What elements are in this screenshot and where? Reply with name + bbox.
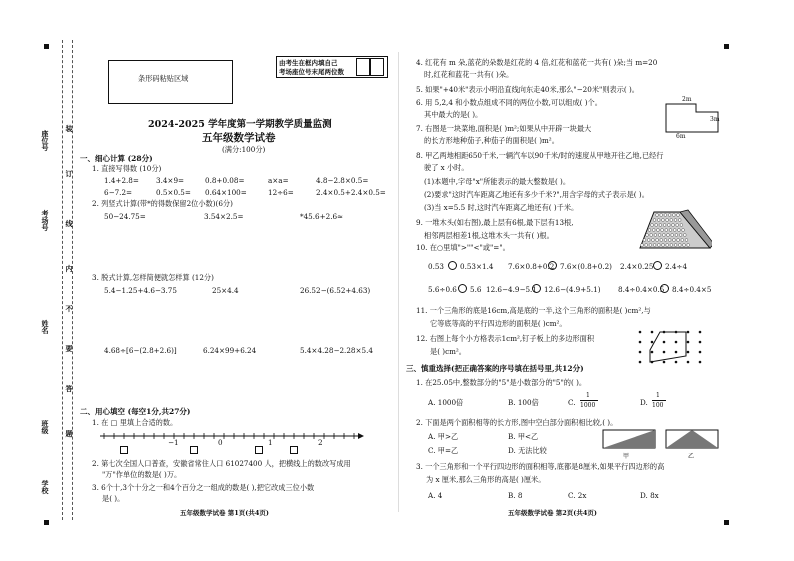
- log-end: [661, 229, 664, 232]
- figure-label-jia: 甲: [623, 453, 630, 460]
- log-end: [681, 239, 684, 242]
- log-end: [658, 234, 661, 237]
- part1-sub1: 1. 直接写得数 (10分): [92, 164, 162, 173]
- calc-item: 12÷6=: [268, 188, 294, 197]
- fill-q8-part3: (3)当 x=5.5 时,这时汽车距离乙地还有( )千米。: [424, 203, 579, 212]
- compare-right: 8.4÷0.4×5: [672, 285, 712, 294]
- fraction-bar: [580, 400, 598, 401]
- seat-notice-line1: 由考生在框内填自己: [279, 59, 338, 67]
- tick-label: 1: [268, 438, 273, 447]
- compare-left: 0.53: [428, 262, 445, 271]
- expr-item: 4.68÷[6−(2.8+2.6)]: [104, 346, 177, 355]
- room-number-label: 考场号: [41, 210, 50, 231]
- fill-q8-line1: 8. 甲乙两地相距650千米,一辆汽车以90千米/时的速度从甲地开往乙地,已经行: [416, 151, 664, 160]
- choice-q3-opt-b[interactable]: B. 8: [508, 491, 523, 500]
- choice-q3-opt-d[interactable]: D. 8x: [640, 491, 659, 500]
- choice-q2-opt-d[interactable]: D. 无法比较: [508, 446, 547, 455]
- barcode-label: 条形码粘贴区域: [138, 74, 189, 83]
- compare-circle[interactable]: [448, 261, 457, 270]
- peg-dot: [651, 331, 654, 334]
- choice-q1-opt-d[interactable]: D.: [640, 398, 648, 407]
- part2-heading: 二、用心填空 (每空1分,共27分): [80, 407, 191, 416]
- log-end: [678, 229, 681, 232]
- fill-q4-line1: 4. 红花有 m 朵,蓝花的朵数是红花的 4 倍,红花和蓝花一共有( )朵;当 m=20: [416, 58, 658, 67]
- log-end: [664, 239, 667, 242]
- tick-label: 0: [218, 438, 223, 447]
- fill-q8-part2: (2)要求"这时汽车距离乙地还有多少千米?",用含字母的式子表示是( )。: [424, 190, 649, 199]
- calc-item: 0.64×100=: [205, 188, 247, 197]
- fill-q6-line1: 6. 用 5,2,4 和小数点组成不同的两位小数,可以组成( )个。: [416, 98, 602, 107]
- fill-q6-line2: 其中最大的是( )。: [424, 110, 483, 119]
- calc-item: 2.4×0.5+2.4×0.5=: [316, 188, 386, 197]
- fill-q9-line2: 相邻两层相差1根,这堆木头一共有( )根。: [424, 231, 554, 240]
- peg-dot: [675, 361, 678, 364]
- page-divider: [398, 52, 399, 512]
- fill-q11-line1: 11. 一个三角形的底是16cm,高是底的一半,这个三角形的面积是( )cm²,与: [416, 306, 651, 315]
- vertical-calc-item: 3.54×2.5=: [204, 212, 244, 221]
- fill-q7-line1: 7. 右图是一块菜地,面积是( )m²;如果从中开辟一块最大: [416, 124, 592, 133]
- binding-strip: [28, 40, 80, 520]
- log-end: [687, 244, 690, 247]
- peg-dot: [639, 341, 642, 344]
- log-end: [657, 219, 660, 222]
- fraction-numerator: 1: [586, 392, 590, 399]
- log-end: [668, 214, 671, 217]
- log-end: [655, 224, 658, 227]
- calc-item: a×a=: [268, 176, 289, 185]
- seat-digit-box[interactable]: [356, 58, 370, 76]
- fig7-label: 2m: [682, 96, 692, 103]
- compare-circle[interactable]: [548, 261, 557, 270]
- log-end: [641, 244, 644, 247]
- compare-left: 8.4÷0.4×0.5: [618, 285, 665, 294]
- log-end: [671, 234, 674, 237]
- calc-item: 4.8−2.8×0.5=: [316, 176, 369, 185]
- log-end: [662, 234, 665, 237]
- fill-q8-part1: (1)本题中,字母"x"所能表示的最大整数是( )。: [424, 177, 571, 186]
- seal-char: 内: [65, 265, 74, 272]
- log-end: [653, 219, 656, 222]
- peg-dot: [675, 341, 678, 344]
- log-end: [675, 234, 678, 237]
- peg-dot: [687, 341, 690, 344]
- answer-box[interactable]: [190, 446, 198, 454]
- choice-q3-line1: 3. 一个三角形和一个平行四边形的面积相等,底都是8厘米,如果平行四边形的高: [416, 462, 665, 471]
- part1-sub2: 2. 列竖式计算(带*的得数保留2位小数)(6分): [92, 199, 233, 208]
- fill-q3-line2: 是( )。: [102, 494, 125, 503]
- seat-notice-line2: 考场座位号末尾两位数: [279, 68, 344, 76]
- log-end: [677, 239, 680, 242]
- compare-right: 7.6×(0.8+0.2): [560, 262, 612, 271]
- peg-dot: [687, 361, 690, 364]
- fill-q10: 10. 在○里填">""<"或"="。: [416, 243, 510, 252]
- fraction-denominator: 100: [652, 402, 664, 409]
- class-label: 班级: [41, 420, 50, 434]
- seal-char: 线: [65, 220, 74, 227]
- log-end: [657, 244, 660, 247]
- fill-q11-line2: 它等底等高的平行四边形的面积是( )cm²。: [430, 319, 567, 328]
- fig7-label: 6m: [676, 133, 686, 140]
- peg-dot: [639, 331, 642, 334]
- page2-footer: 五年级数学试卷 第2页(共4页): [508, 509, 597, 517]
- calc-item: 6−7.2=: [104, 188, 133, 197]
- choice-q1-opt-a[interactable]: A. 1000倍: [428, 398, 464, 407]
- expr-item: 26.52−(6.52+4.63): [300, 286, 371, 295]
- peg-dot: [699, 331, 702, 334]
- answer-box[interactable]: [290, 446, 298, 454]
- log-end: [659, 224, 662, 227]
- log-end: [685, 239, 688, 242]
- log-end: [652, 239, 655, 242]
- compare-left: 12.6−4.9−5.1: [486, 285, 537, 294]
- log-end: [669, 229, 672, 232]
- log-end: [683, 244, 686, 247]
- fraction-denominator: 1000: [580, 402, 596, 409]
- fill-q12-line1: 12. 右图上每个小方格表示1cm²,钉子板上的多边形面积: [416, 334, 595, 343]
- fill-q4-line2: 时,红花和蓝花一共有( )朵。: [424, 70, 514, 79]
- corner-mark: [44, 520, 49, 525]
- log-end: [670, 244, 673, 247]
- calc-item: 3.4×9=: [156, 176, 185, 185]
- calc-item: 0.8+0.08=: [205, 176, 245, 185]
- fill-q2-line2: "万"作单位的数是( )万。: [102, 470, 182, 479]
- fraction-bar: [652, 400, 666, 401]
- log-end: [652, 229, 655, 232]
- number-line: [96, 428, 368, 456]
- peg-dot: [639, 351, 642, 354]
- log-pile-figure: [636, 208, 712, 252]
- log-end: [678, 219, 681, 222]
- answer-box[interactable]: [120, 446, 128, 454]
- choice-q2-opt-c[interactable]: C. 甲=乙: [428, 446, 459, 455]
- peg-dot: [639, 361, 642, 364]
- expr-item: 5.4×4.28−2.28×5.4: [300, 346, 373, 355]
- part1-heading: 一、细心计算 (28分): [80, 154, 153, 163]
- log-end: [647, 239, 650, 242]
- fill-q7-line2: 的长方形地种茄子,种茄子的面积是( )m²。: [424, 136, 559, 145]
- compare-circle[interactable]: [532, 284, 541, 293]
- log-end: [674, 219, 677, 222]
- school-label: 学校: [41, 480, 50, 494]
- log-end: [656, 214, 659, 217]
- exam-title: 五年级数学试卷: [202, 132, 276, 144]
- compare-right: 5.6: [470, 285, 482, 294]
- log-end: [648, 229, 651, 232]
- log-end: [660, 214, 663, 217]
- log-end: [679, 234, 682, 237]
- expr-item: 6.24×99+6.24: [203, 346, 257, 355]
- corner-mark: [724, 44, 729, 49]
- fraction-numerator: 1: [656, 392, 660, 399]
- peg-dot: [651, 341, 654, 344]
- seal-char: 订: [65, 170, 74, 177]
- log-end: [664, 214, 667, 217]
- calc-item: 1.4+2.8=: [104, 176, 139, 185]
- fill-q1: 1. 在 □ 里填上合适的数。: [92, 418, 178, 427]
- peg-dot: [687, 351, 690, 354]
- peg-dot: [699, 351, 702, 354]
- compare-circle[interactable]: [660, 284, 669, 293]
- compare-right: 12.6−(4.9+5.1): [544, 285, 601, 294]
- log-end: [662, 244, 665, 247]
- log-end: [673, 229, 676, 232]
- log-end: [646, 234, 649, 237]
- peg-dot: [663, 351, 666, 354]
- log-end: [654, 234, 657, 237]
- log-end: [660, 239, 663, 242]
- log-end: [682, 229, 685, 232]
- tick-label: 2: [318, 438, 323, 447]
- choice-q3-opt-c[interactable]: C. 2x: [568, 491, 587, 500]
- log-end: [673, 239, 676, 242]
- log-end: [677, 214, 680, 217]
- expr-item: 25×4.4: [212, 286, 239, 295]
- compare-left: 2.4×0.25: [620, 262, 654, 271]
- log-end: [670, 219, 673, 222]
- choice-q3-opt-a[interactable]: A. 4: [428, 491, 443, 500]
- choice-q2: 2. 下面是两个面积相等的长方形,图中空白部分面积相比较,( )。: [416, 418, 618, 427]
- log-end: [643, 239, 646, 242]
- seal-char: 题: [65, 430, 74, 437]
- log-end: [651, 224, 654, 227]
- choice-q2-opt-a[interactable]: A. 甲>乙: [428, 432, 459, 441]
- log-end: [665, 229, 668, 232]
- log-end: [668, 239, 671, 242]
- calc-item: 0.5×0.5=: [156, 188, 191, 197]
- peg-dot: [663, 361, 666, 364]
- log-end: [672, 224, 675, 227]
- log-end: [672, 214, 675, 217]
- fill-q8-line2: 驶了 x 小时。: [424, 163, 469, 172]
- peg-dot: [699, 361, 702, 364]
- log-end: [662, 219, 665, 222]
- log-end: [657, 229, 660, 232]
- choice-q3-line2: 为 x 厘米,那么三角形的高是( )厘米。: [426, 475, 546, 484]
- log-end: [666, 244, 669, 247]
- compare-right: 2.4÷4: [665, 262, 688, 271]
- peg-dot: [687, 331, 690, 334]
- log-end: [645, 244, 648, 247]
- figure-label-yi: 乙: [688, 453, 695, 460]
- pegboard-figure: [636, 326, 712, 370]
- log-end: [650, 234, 653, 237]
- choice-q2-opt-b[interactable]: B. 甲<乙: [508, 432, 539, 441]
- page1-footer: 五年级数学试卷 第1页(共4页): [180, 509, 269, 517]
- fill-q5: 5. 如果"+40米"表示小明沿直线向东走40米,那么"−20米"则表示( )。: [416, 85, 639, 94]
- seal-char: 装: [65, 125, 74, 132]
- log-end: [678, 244, 681, 247]
- peg-dot: [651, 351, 654, 354]
- log-end: [656, 239, 659, 242]
- log-end: [676, 224, 679, 227]
- exam-title-year: 2024-2025 学年度第一学期教学质量监测: [148, 119, 332, 130]
- log-end: [667, 224, 670, 227]
- full-score: (满分:100分): [222, 145, 266, 154]
- fill-q3-line1: 3. 6个十,3个十分之一和4个百分之一组成的数是( ),把它改成三位小数: [92, 483, 315, 492]
- tick-label: −1: [168, 438, 179, 447]
- peg-dot: [699, 341, 702, 344]
- choice-q1: 1. 在25.05中,整数部分的"5"是小数部分的"5"的( )。: [416, 378, 587, 387]
- choice-q1-opt-b[interactable]: B. 100倍: [508, 398, 539, 407]
- vertical-calc-item: 50−24.75=: [104, 212, 146, 221]
- log-end: [649, 244, 652, 247]
- log-end: [674, 244, 677, 247]
- part3-heading: 三、慎重选择(把正确答案的序号填在括号里,共12分): [406, 364, 584, 373]
- log-end: [653, 244, 656, 247]
- vertical-calc-item: *45.6+2.6≈: [300, 212, 344, 221]
- compare-left: 7.6×0.8+0.2: [508, 262, 555, 271]
- log-end: [680, 224, 683, 227]
- seal-char: 要: [65, 345, 74, 352]
- fill-q12-line2: 是( )cm²。: [430, 347, 466, 356]
- corner-mark: [724, 520, 729, 525]
- compare-left: 5.6÷0.6: [428, 285, 457, 294]
- log-end: [667, 234, 670, 237]
- seal-char: 不: [65, 305, 74, 312]
- seal-char: 答: [65, 385, 74, 392]
- choice-q1-opt-c[interactable]: C.: [568, 398, 576, 407]
- seat-digit-box[interactable]: [370, 58, 384, 76]
- fill-q9-line1: 9. 一堆木头(如右图),最上层有6根,最下层有13根,: [416, 218, 574, 227]
- compare-right: 0.53×1.4: [460, 262, 494, 271]
- rectangle-compare-figure: [602, 426, 722, 452]
- name-label: 姓名: [41, 320, 50, 334]
- peg-dot: [663, 341, 666, 344]
- peg-dot: [675, 351, 678, 354]
- compare-circle[interactable]: [653, 261, 662, 270]
- log-end: [663, 224, 666, 227]
- log-end: [683, 234, 686, 237]
- fig7-label: 3m: [710, 116, 720, 123]
- compare-circle[interactable]: [458, 284, 467, 293]
- fill-q2-line1: 2. 第七次全国人口普查，安徽省常住人口 61027400 人，把横线上的数改写成用: [92, 459, 351, 468]
- expr-item: 5.4−1.25+4.6−3.75: [104, 286, 177, 295]
- seat-number-label: 座位号: [41, 130, 50, 151]
- log-end: [666, 219, 669, 222]
- answer-box[interactable]: [255, 446, 263, 454]
- part1-sub3: 3. 脱式计算,怎样简便就怎样算 (12分): [92, 273, 214, 282]
